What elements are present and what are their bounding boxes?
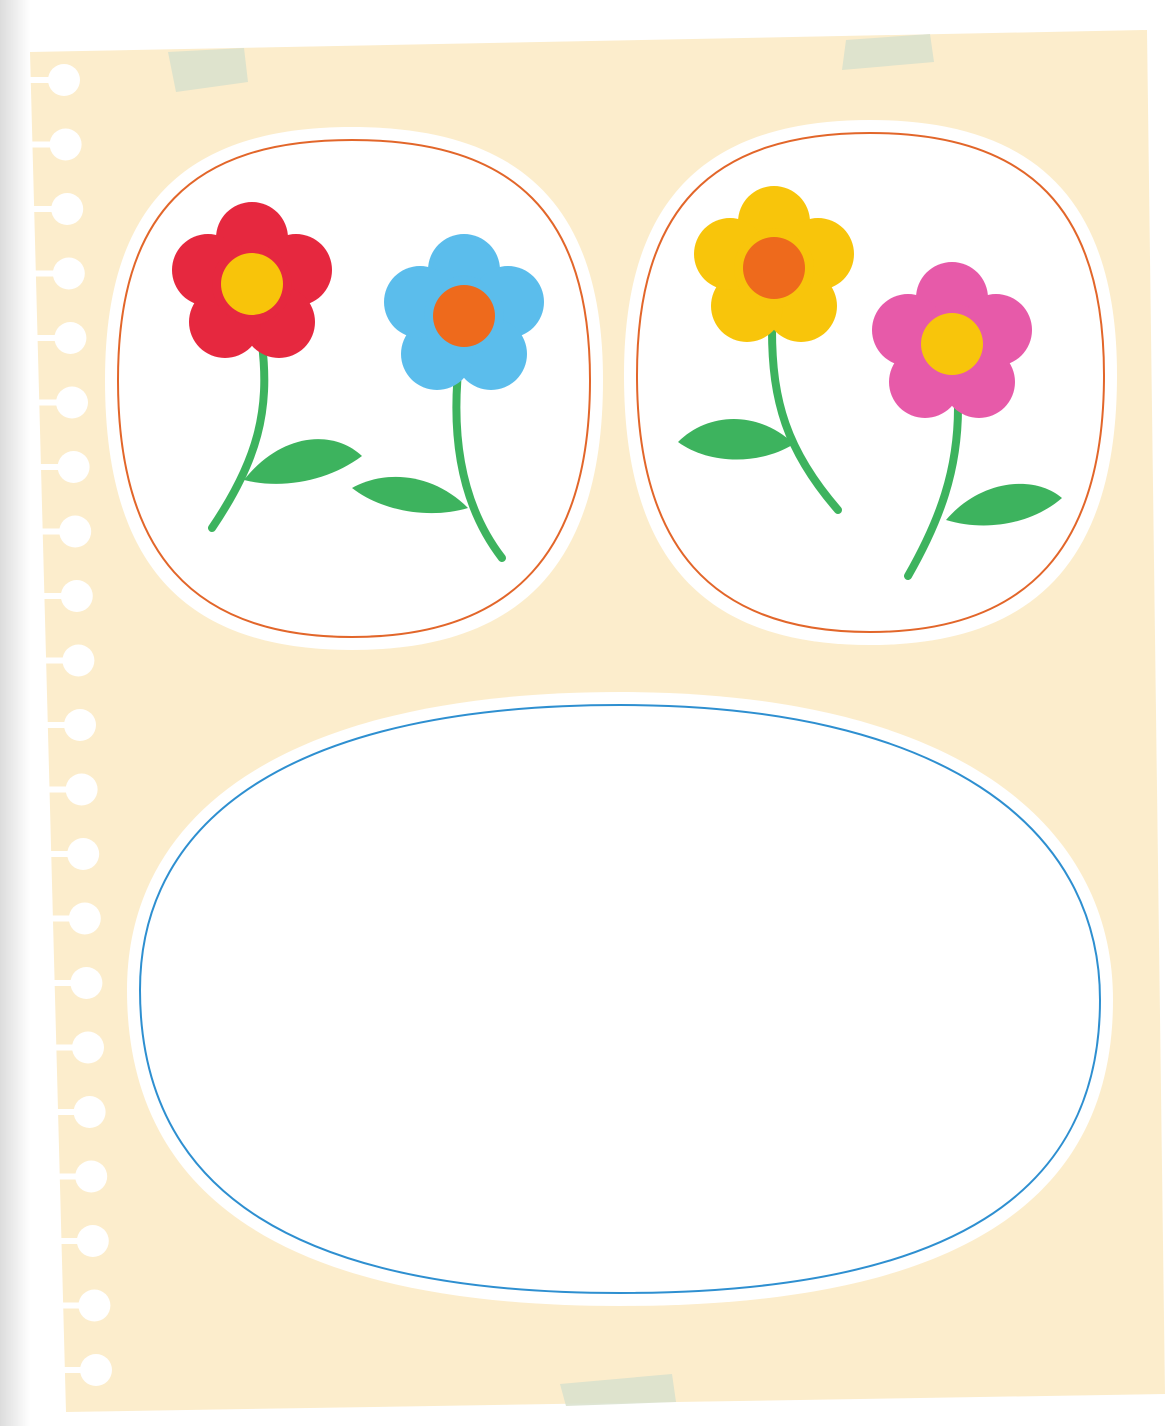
ring-hole [58, 451, 90, 483]
ring-hole [51, 193, 83, 225]
ring-hole [56, 387, 88, 419]
left-frame-white-border [105, 127, 603, 650]
ring-hole [48, 64, 80, 96]
ring-hole [66, 774, 98, 806]
ring-hole [80, 1354, 112, 1386]
ring-hole [62, 645, 94, 677]
ring-hole [61, 580, 93, 612]
ring-hole [72, 1032, 104, 1064]
empty-answer-frame[interactable] [127, 692, 1113, 1306]
ring-hole [74, 1096, 106, 1128]
ring-hole [54, 322, 86, 354]
blue-flower-center [433, 285, 495, 347]
right-frame-white-border [624, 120, 1117, 645]
ring-hole [64, 709, 96, 741]
ring-hole [50, 129, 82, 161]
ring-hole [70, 967, 102, 999]
ring-hole [59, 516, 91, 548]
yellow-flower-center [743, 237, 805, 299]
ring-hole [53, 258, 85, 290]
red-flower-center [221, 253, 283, 315]
ring-hole [77, 1225, 109, 1257]
ring-hole [78, 1290, 110, 1322]
left-flower-frame [105, 127, 603, 650]
right-flower-frame [624, 120, 1117, 645]
page-edge-shadow [0, 0, 30, 1426]
ring-hole [67, 838, 99, 870]
ring-hole [69, 903, 101, 935]
answer-frame-white-border [127, 692, 1113, 1306]
pink-flower-center [921, 313, 983, 375]
ring-hole [75, 1161, 107, 1193]
